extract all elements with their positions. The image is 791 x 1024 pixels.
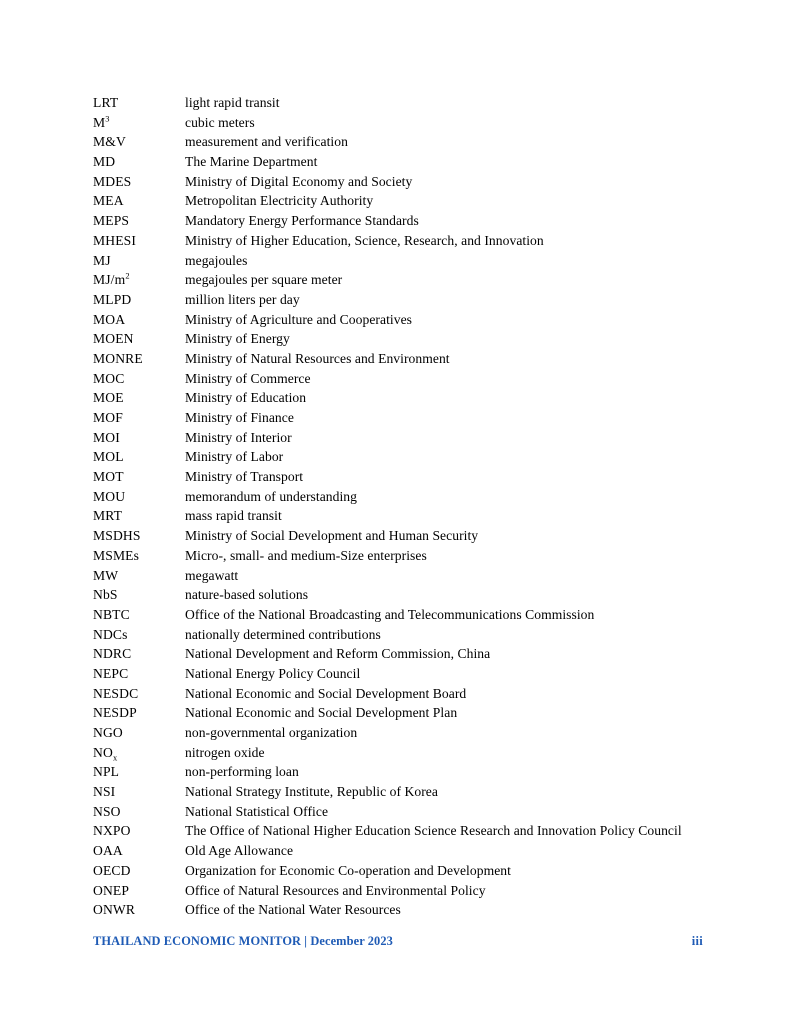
abbreviation-definition: non-governmental organization bbox=[185, 725, 358, 740]
glossary-entry bbox=[93, 467, 713, 487]
abbreviation-definition: million liters per day bbox=[185, 291, 300, 307]
abbreviation-term: NXPO bbox=[93, 823, 131, 839]
abbreviation-definition: Ministry of Labor bbox=[185, 449, 284, 465]
abbreviation-term: ONEP bbox=[93, 882, 130, 898]
footer-page-number: iii bbox=[691, 934, 703, 948]
abbreviation-term: NBTC bbox=[93, 606, 130, 622]
glossary-entry bbox=[93, 566, 713, 586]
abbreviation-definition: light rapid transit bbox=[185, 95, 280, 110]
abbreviation-definition: National Energy Policy Council bbox=[185, 665, 361, 681]
abbreviation-term: MOI bbox=[93, 429, 120, 445]
glossary-entry bbox=[93, 664, 713, 684]
abbreviation-term: NDCs bbox=[93, 626, 128, 642]
abbreviation-definition: The Office of National Higher Education Science Research and Innovation Policy Council bbox=[185, 823, 682, 839]
abbreviation-term: MRT bbox=[93, 508, 123, 524]
abbreviation-definition: mass rapid transit bbox=[185, 508, 282, 524]
abbreviation-definition: Micro-, small- and medium-Size enterprises bbox=[185, 547, 427, 563]
abbreviations-list bbox=[93, 93, 713, 920]
glossary-entry bbox=[93, 743, 713, 763]
abbreviation-definition: Ministry of Agriculture and Cooperatives bbox=[185, 311, 413, 327]
abbreviation-term: ONWR bbox=[93, 902, 136, 918]
abbreviation-term: MOE bbox=[93, 390, 124, 406]
abbreviation-term: $M^3$ bbox=[93, 113, 110, 130]
abbreviation-definition: National Statistical Office bbox=[185, 803, 329, 819]
glossary-entry bbox=[93, 585, 713, 605]
abbreviation-definition: Metropolitan Electricity Authority bbox=[185, 193, 374, 209]
abbreviation-term: MOL bbox=[93, 449, 124, 465]
abbreviation-definition: The Marine Department bbox=[185, 154, 318, 170]
glossary-entry bbox=[93, 290, 713, 310]
glossary-entry bbox=[93, 113, 713, 133]
abbreviation-term: MSDHS bbox=[93, 528, 141, 544]
abbreviation-definition: non-performing loan bbox=[185, 764, 299, 780]
glossary-entry bbox=[93, 388, 713, 408]
glossary-entry bbox=[93, 93, 713, 113]
abbreviation-definition: Mandatory Energy Performance Standards bbox=[185, 213, 419, 229]
glossary-entry bbox=[93, 506, 713, 526]
abbreviation-term: NbS bbox=[93, 587, 118, 603]
abbreviation-definition: Ministry of Finance bbox=[185, 410, 294, 425]
abbreviation-definition: Ministry of Education bbox=[185, 390, 307, 406]
abbreviation-term: MJ bbox=[93, 252, 111, 268]
abbreviation-definition: Office of the National Water Resources bbox=[185, 902, 401, 918]
abbreviation-term: MSMEs bbox=[93, 547, 140, 563]
glossary-entry bbox=[93, 211, 713, 231]
abbreviation-term: MOT bbox=[93, 469, 124, 485]
glossary-entry bbox=[93, 447, 713, 467]
abbreviation-definition: Organization for Economic Co-operation and Development bbox=[185, 862, 511, 878]
glossary-entry bbox=[93, 723, 713, 743]
abbreviation-term: LRT bbox=[93, 95, 119, 110]
abbreviation-definition: National Strategy Institute, Republic of Korea bbox=[185, 784, 438, 800]
glossary-entry bbox=[93, 821, 713, 841]
abbreviation-definition: nature-based solutions bbox=[185, 587, 309, 603]
glossary-entry bbox=[93, 369, 713, 389]
glossary-entry bbox=[93, 861, 713, 881]
glossary-entry bbox=[93, 428, 713, 448]
abbreviation-term: NEPC bbox=[93, 665, 129, 681]
footer-document-title: THAILAND ECONOMIC MONITOR | December 2023 bbox=[93, 934, 393, 948]
glossary-entry bbox=[93, 132, 713, 152]
abbreviation-definition: Ministry of Commerce bbox=[185, 370, 311, 386]
glossary-entry bbox=[93, 684, 713, 704]
abbreviation-term: NDRC bbox=[93, 646, 132, 662]
abbreviation-term: OAA bbox=[93, 843, 123, 859]
abbreviation-term: MOU bbox=[93, 488, 126, 504]
abbreviation-term: MONRE bbox=[93, 350, 143, 366]
abbreviation-term: NESDC bbox=[93, 685, 139, 701]
abbreviation-term: MOA bbox=[93, 311, 126, 327]
abbreviation-term: MW bbox=[93, 567, 119, 583]
glossary-entry bbox=[93, 270, 713, 290]
abbreviation-definition: Ministry of Digital Economy and Society bbox=[185, 173, 413, 189]
glossary-entry bbox=[93, 251, 713, 271]
glossary-entry bbox=[93, 802, 713, 822]
abbreviation-definition: megajoules bbox=[185, 252, 248, 268]
abbreviation-term: NSO bbox=[93, 803, 121, 819]
glossary-entry bbox=[93, 782, 713, 802]
glossary-entry bbox=[93, 408, 713, 428]
abbreviation-definition: Ministry of Higher Education, Science, Research, and Innovation bbox=[185, 232, 544, 248]
glossary-entry bbox=[93, 644, 713, 664]
abbreviation-definition: Office of the National Broadcasting and Telecommunications Commission bbox=[185, 606, 595, 622]
abbreviation-term: M&V bbox=[93, 134, 126, 150]
abbreviation-definition: memorandum of understanding bbox=[185, 488, 357, 504]
abbreviation-definition: Office of Natural Resources and Environmental Policy bbox=[185, 882, 486, 898]
abbreviation-term: OECD bbox=[93, 862, 131, 878]
abbreviation-term: MEA bbox=[93, 193, 124, 209]
abbreviation-term: MOC bbox=[93, 370, 125, 386]
abbreviation-definition: megajoules per square meter bbox=[185, 272, 343, 288]
abbreviation-definition: Ministry of Energy bbox=[185, 331, 290, 347]
abbreviation-definition: Old Age Allowance bbox=[185, 843, 294, 859]
abbreviation-definition: National Economic and Social Development Plan bbox=[185, 705, 458, 721]
abbreviation-definition: Ministry of Interior bbox=[185, 429, 292, 445]
abbreviation-definition: National Economic and Social Development Board bbox=[185, 685, 467, 701]
glossary-entry bbox=[93, 546, 713, 566]
glossary-entry bbox=[93, 487, 713, 507]
glossary-entry bbox=[93, 762, 713, 782]
abbreviation-definition: nationally determined contributions bbox=[185, 626, 381, 642]
abbreviation-term: NESDP bbox=[93, 705, 137, 721]
abbreviation-definition: megawatt bbox=[185, 567, 239, 583]
abbreviation-term: $NO_x$ bbox=[93, 744, 118, 763]
abbreviation-term: MD bbox=[93, 154, 116, 170]
abbreviation-term: $MJ/m^2$ bbox=[93, 270, 130, 288]
abbreviation-term: MLPD bbox=[93, 291, 132, 307]
abbreviation-definition: cubic meters bbox=[185, 114, 255, 130]
glossary-entry bbox=[93, 172, 713, 192]
glossary-entry bbox=[93, 703, 713, 723]
glossary-entry bbox=[93, 310, 713, 330]
abbreviation-term: MOEN bbox=[93, 331, 134, 347]
abbreviation-definition: National Development and Reform Commission, China bbox=[185, 646, 491, 662]
abbreviation-term: NPL bbox=[93, 764, 120, 780]
glossary-entry bbox=[93, 900, 713, 920]
abbreviation-definition: Ministry of Natural Resources and Environment bbox=[185, 350, 450, 366]
abbreviation-definition: Ministry of Transport bbox=[185, 469, 304, 485]
abbreviation-term: MOF bbox=[93, 410, 123, 425]
glossary-entry bbox=[93, 526, 713, 546]
glossary-entry bbox=[93, 152, 713, 172]
glossary-entry bbox=[93, 329, 713, 349]
abbreviation-term: NGO bbox=[93, 725, 123, 740]
glossary-entry bbox=[93, 625, 713, 645]
page-footer bbox=[93, 934, 703, 949]
glossary-entry bbox=[93, 349, 713, 369]
glossary-entry bbox=[93, 841, 713, 861]
abbreviation-term: MHESI bbox=[93, 232, 137, 248]
abbreviation-term: NSI bbox=[93, 784, 116, 800]
abbreviation-definition: measurement and verification bbox=[185, 134, 348, 150]
abbreviation-term: MDES bbox=[93, 173, 132, 189]
abbreviation-definition: Ministry of Social Development and Human Security bbox=[185, 528, 479, 544]
abbreviation-definition: nitrogen oxide bbox=[185, 744, 265, 760]
glossary-entry bbox=[93, 605, 713, 625]
abbreviation-term: MEPS bbox=[93, 213, 130, 229]
glossary-entry bbox=[93, 231, 713, 251]
glossary-entry bbox=[93, 191, 713, 211]
glossary-entry bbox=[93, 881, 713, 901]
